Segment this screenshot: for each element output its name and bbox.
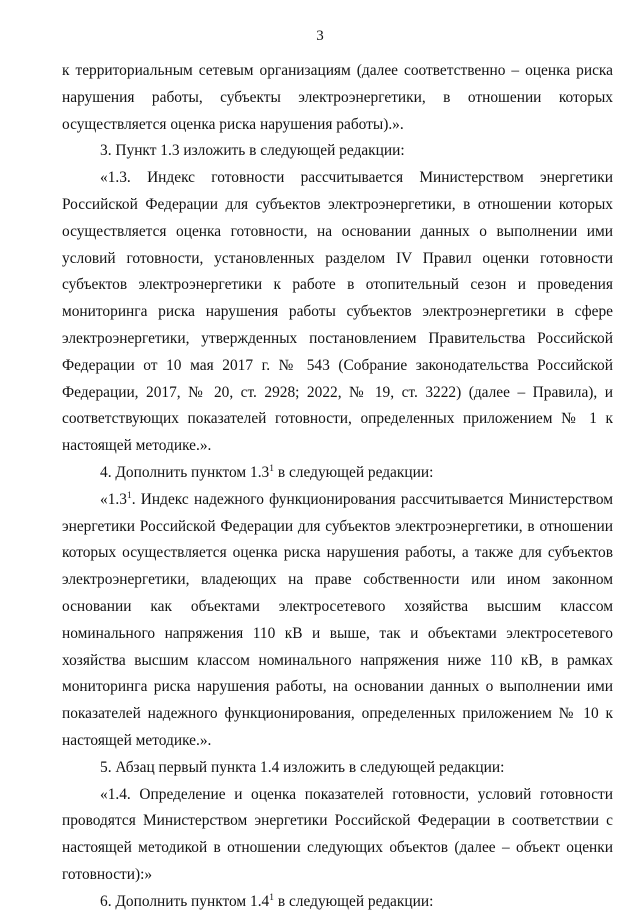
clause-1-3-1-text: . Индекс надежного функционирования рассчитывается Министерством энергетики Российской Федерации для субъектов электроэнергетики, в отношении которых осуществляется оценка риска нарушения работы, а также для субъектов электроэнергетики, владеющих на праве собственности или ином законном основании как объектами электросетевого хозяйства высшим классом номинального напряжения 110 кВ и выше, так и объектами электросетевого хозяйства высшим классом номинального напряжения ниже 110 кВ, в рамках мониторинга риска нарушения работы, на основании данных о выполнении ими показателей надежного функционирования, определенных приложением № 10 к настоящей методике.». [62, 490, 613, 749]
paragraph-item-3: 3. Пункт 1.3 изложить в следующей редакции: [100, 142, 405, 160]
document-body [62, 58, 613, 916]
paragraph-item-4 [62, 460, 613, 487]
paragraph-item-4-text: 4. Дополнить пунктом 1.3 [100, 463, 270, 481]
paragraph-item-6-text: 6. Дополнить пунктом 1.4 [100, 892, 270, 910]
paragraph-item-5: 5. Абзац первый пункта 1.4 изложить в следующей редакции: [100, 758, 505, 776]
paragraph-clause-1-3-1 [62, 487, 613, 755]
paragraph-clause-1-3: «1.3. Индекс готовности рассчитывается Министерством энергетики Российской Федерации для субъектов электроэнергетики, в отношении которых осуществляется оценка готовности, на основании данных о выполнении ими условий готовности, установленных разделом IV Правил оценки готовности субъектов электроэнергетики к работе в отопительный сезон и проведения мониторинга риска нарушения работы субъектов электроэнергетики в сфере электроэнергетики, утвержденных постановлением Правительства Российской Федерации от 10 мая 2017 г. № 543 (Собрание законодательства Российской Федерации, 2017, № 20, ст. 2928; 2022, № 19, ст. 3222) (далее – Правила), и соответствующих показателей готовности, определенных приложением № 1 к настоящей методике.». [62, 169, 613, 455]
page-number: 3 [316, 28, 324, 44]
clause-1-3-1-number: «1.3 [100, 490, 127, 508]
paragraph-clause-1-4: «1.4. Определение и оценка показателей готовности, условий готовности проводятся Министерством энергетики Российской Федерации в соответствии с настоящей методикой в отношении следующих объектов (далее – объект оценки готовности):» [62, 785, 613, 883]
superscript: 1 [126, 490, 132, 501]
paragraph-item-4-tail: в следующей редакции: [274, 463, 434, 481]
superscript: 1 [269, 892, 275, 903]
paragraph-item-6-tail: в следующей редакции: [274, 892, 434, 910]
paragraph-item-6 [62, 889, 613, 916]
superscript: 1 [269, 463, 275, 474]
paragraph-continuation: к территориальным сетевым организациям (далее соответственно – оценка риска нарушения работы, субъекты электроэнергетики, в отношении которых осуществляется оценка риска нарушения работы).». [62, 62, 613, 133]
